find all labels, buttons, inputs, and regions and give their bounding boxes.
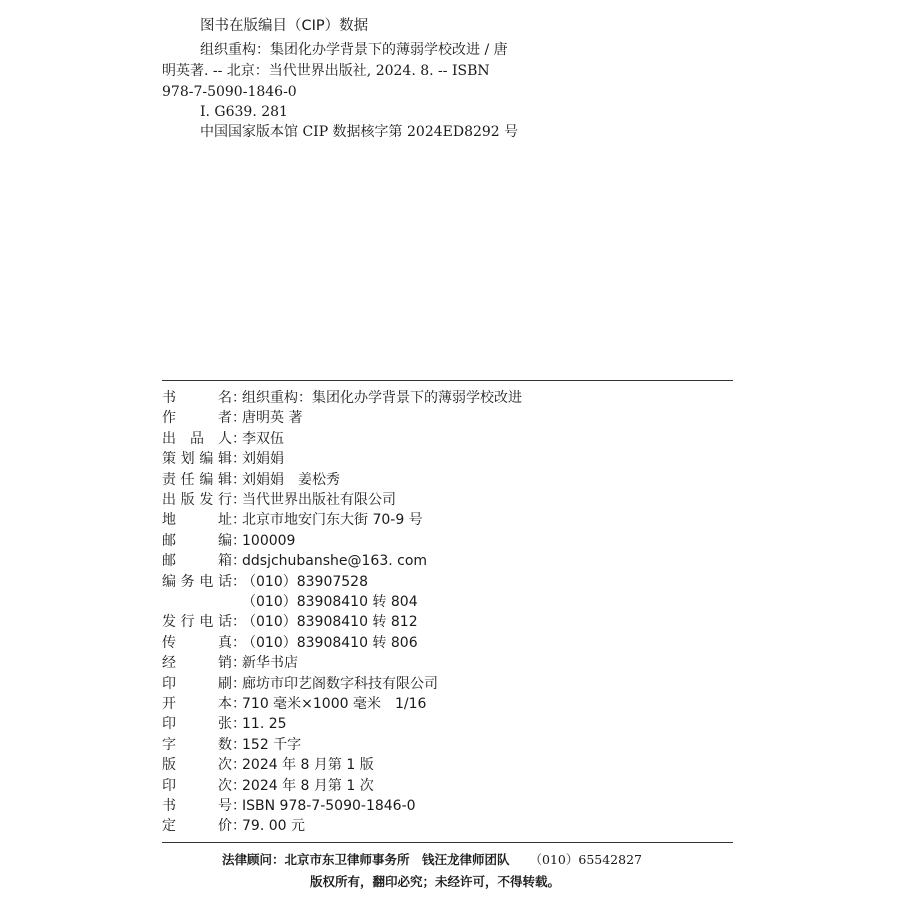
info-colon: ： [232,614,246,631]
info-value: 152 千字 [242,736,302,753]
info-label [162,755,232,775]
info-value: ISBN 978-7-5090-1846-0 [242,798,416,814]
info-label-char: 价 [218,818,232,835]
info-label-char: 策 [162,451,176,468]
info-colon: ： [232,451,246,468]
info-label-char: 书 [162,798,176,814]
info-value: 新华书店 [242,655,298,672]
info-value: 廊坊市印艺阁数字科技有限公司 [242,675,438,692]
info-label-char: 作 [162,410,176,427]
info-label-char: 本 [218,696,232,712]
info-label-char: 邮 [162,532,176,549]
info-label-char: 邮 [162,553,176,570]
info-label-char: 电 [199,573,214,590]
info-label-char: 编 [162,573,176,590]
legal-phone: （010）65542827 [529,852,642,867]
info-label-char: 务 [180,573,195,590]
info-label-char: 出 [162,492,176,508]
info-colon: ： [232,492,246,508]
info-colon: ： [232,573,246,590]
info-label-char: 箱 [218,553,232,570]
info-label-char: 刷 [218,675,232,692]
info-label-char: 编 [199,451,214,468]
info-label [162,653,232,673]
info-colon: ： [232,696,246,712]
info-label-char: 发 [162,614,176,631]
info-label-char: 品 [190,430,204,447]
info-colon: ： [232,430,246,447]
info-value: 北京市地安门东大街 70-9 号 [242,512,423,529]
info-label-char: 传 [162,634,176,651]
info-value: （010）83908410 转 806 [242,634,418,651]
info-label-char: 责 [162,471,176,488]
cip-line-2: 明英著. -- 北京：当代世界出版社, 2024. 8. -- ISBN [162,63,490,79]
info-label-char: 行 [180,614,195,631]
top-divider [162,380,733,381]
info-label-char: 出 [162,430,176,447]
info-label-char: 次 [218,757,232,774]
info-label [162,816,232,836]
cip-line-3: 978-7-5090-1846-0 [162,84,297,100]
info-colon: ： [232,675,246,692]
info-label-char: 行 [218,492,232,508]
info-label-char: 字 [162,736,176,753]
cip-line-4: Ⅰ. G639. 281 [200,104,288,120]
info-label [162,449,232,469]
info-label-char: 印 [162,716,176,733]
info-label-char: 任 [180,471,195,488]
info-label [162,429,232,449]
info-label-char: 人 [218,430,232,447]
info-label [162,531,232,551]
info-value: 组织重构：集团化办学背景下的薄弱学校改进 [242,390,522,406]
info-label-char: 版 [162,757,176,774]
legal-counsel-text: 法律顾问：北京市东卫律师事务所 钱汪龙律师团队 [222,852,510,867]
info-value: 2024 年 8 月第 1 次 [242,777,374,794]
info-label-char: 印 [162,675,176,692]
info-label-char: 销 [218,655,232,672]
info-label-char: 定 [162,818,176,835]
info-value: 2024 年 8 月第 1 版 [242,757,374,774]
info-label [162,796,232,816]
info-label [162,551,232,571]
info-colon: ： [232,634,246,651]
info-value: 刘娟娟 姜松秀 [242,471,340,488]
info-label-char: 编 [199,471,214,488]
info-label-char: 数 [218,736,232,753]
info-colon: ： [232,532,246,549]
info-value: 79. 00 元 [242,818,305,835]
info-label [162,735,232,755]
info-value: 11. 25 [242,716,287,733]
info-value: 710 毫米×1000 毫米 1/16 [242,696,427,712]
info-colon: ： [232,757,246,774]
info-label-char: 址 [218,512,232,529]
info-colon: ： [232,818,246,835]
info-label-char: 划 [180,451,195,468]
info-colon: ： [232,736,246,753]
info-label-char: 名 [218,390,232,406]
info-label [162,572,232,592]
info-label [162,714,232,734]
info-label [162,470,232,490]
info-value: ddsjchubanshe@163. com [242,553,428,570]
info-label-char: 者 [218,410,232,427]
info-value: 100009 [242,532,296,549]
info-value: （010）83908410 转 812 [242,614,418,631]
info-colon: ： [232,410,246,427]
info-colon: ： [232,798,246,814]
info-colon: ： [232,655,246,672]
info-label [162,408,232,428]
info-label-char: 电 [199,614,214,631]
cip-line-5: 中国国家版本馆 CIP 数据核字第 2024ED8292 号 [200,124,519,140]
info-label-char: 版 [180,492,195,508]
cip-title: 图书在版编目（CIP）数据 [200,18,369,34]
info-label-char: 辑 [218,471,232,488]
info-value: 刘娟娟 [242,451,284,468]
info-label-char: 真 [218,634,232,651]
info-value: （010）83908410 转 804 [242,594,418,610]
legal-counsel [222,850,642,868]
info-label [162,612,232,632]
info-colon: ： [232,553,246,570]
info-label-char: 号 [218,798,232,814]
info-label [162,633,232,653]
info-label-char: 辑 [218,451,232,468]
info-label-char: 开 [162,696,176,712]
info-label-char: 张 [218,716,232,733]
info-label [162,776,232,796]
info-value: （010）83907528 [242,573,368,590]
info-label [162,388,232,408]
info-value: 李双伍 [242,430,284,447]
info-label-char: 地 [162,512,176,529]
info-colon: ： [232,777,246,794]
info-label [162,674,232,694]
info-colon: ： [232,716,246,733]
info-label-char: 编 [218,532,232,549]
info-label-char: 发 [199,492,214,508]
info-label-char: 话 [218,614,232,631]
info-label-char: 书 [162,390,176,406]
info-value: 唐明英 著 [242,410,303,427]
info-colon: ： [232,390,246,406]
info-label [162,490,232,510]
info-value: 当代世界出版社有限公司 [242,492,396,508]
info-label [162,694,232,714]
info-colon: ： [232,471,246,488]
info-label-char: 次 [218,777,232,794]
info-label-char: 印 [162,777,176,794]
info-colon: ： [232,512,246,529]
bottom-divider [162,842,733,843]
info-label-char: 话 [218,573,232,590]
copyright-notice: 版权所有，翻印必究；未经许可，不得转载。 [310,874,561,889]
info-label-char: 经 [162,655,176,672]
info-label [162,510,232,530]
cip-line-1: 组织重构：集团化办学背景下的薄弱学校改进 / 唐 [200,42,508,58]
